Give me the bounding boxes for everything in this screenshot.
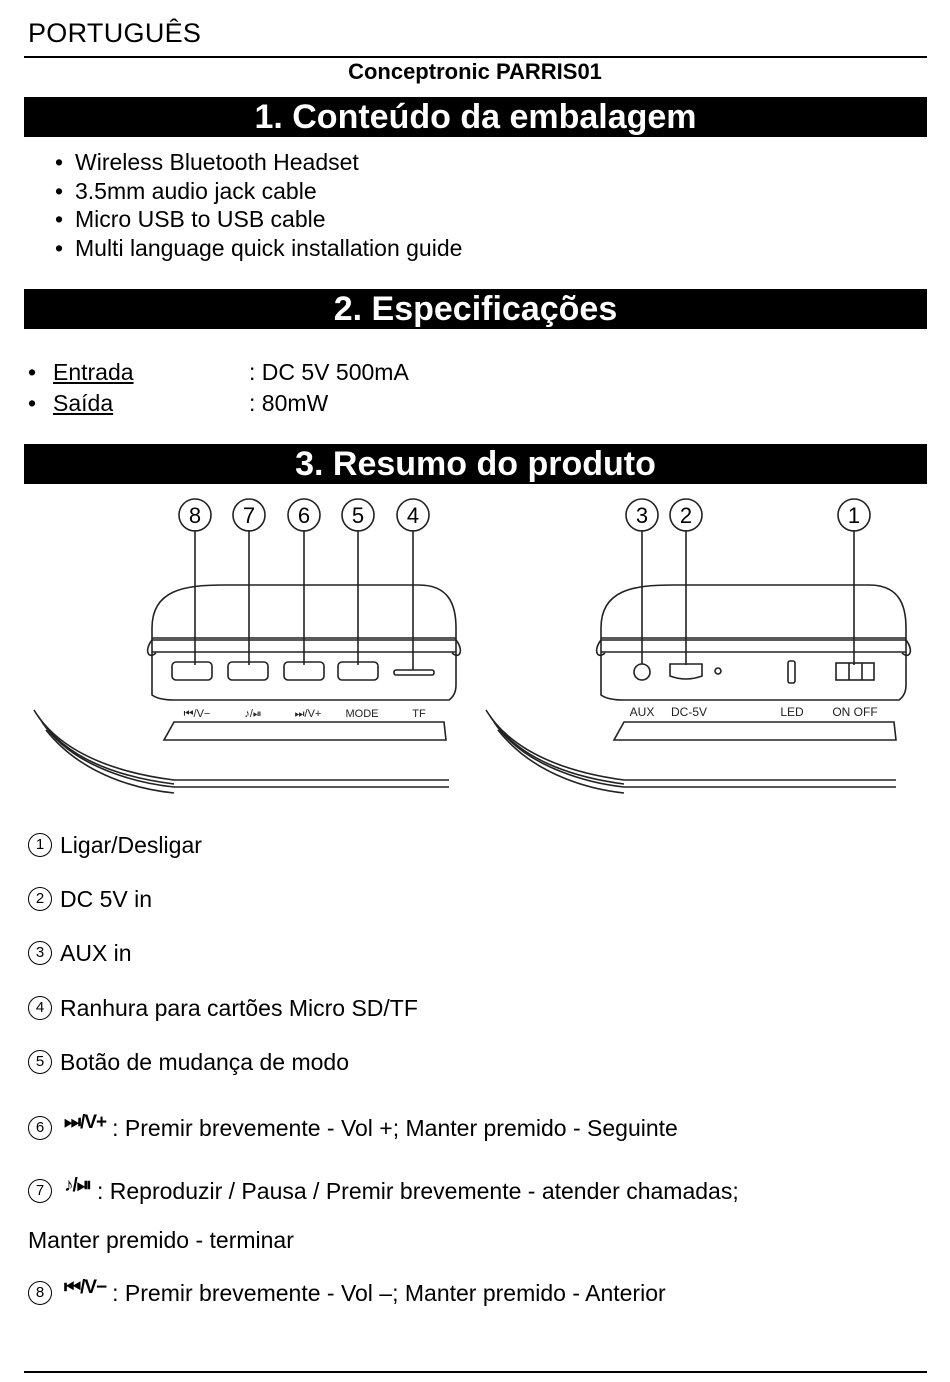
legend-item	[28, 886, 152, 913]
next-volume-up-icon: ⏭/V+	[64, 1112, 107, 1133]
legend-number: 8	[28, 1281, 52, 1305]
legend-number: 2	[28, 887, 52, 911]
footer-rule	[24, 1371, 927, 1373]
button-label-play: ♪/⏯	[244, 708, 262, 720]
callout-number: 1	[847, 503, 861, 528]
spec-row	[28, 357, 528, 388]
section-heading-contents: 1. Conteúdo da embalagem	[24, 97, 927, 137]
callout-number: 7	[242, 503, 256, 528]
legend-number: 1	[28, 833, 52, 857]
callout-number: 4	[406, 503, 420, 528]
spec-key: Saída	[53, 390, 114, 416]
legend-text: : Premir brevemente - Vol +; Manter premido - Seguinte	[112, 1115, 678, 1141]
slot-label-tf: TF	[412, 708, 426, 720]
switch-label-onoff: ON OFF	[832, 705, 878, 719]
legend-number: 4	[28, 996, 52, 1020]
legend-text: Ligar/Desligar	[60, 832, 202, 858]
section-heading-overview: 3. Resumo do produto	[24, 444, 927, 484]
legend-item-continuation: Manter premido - terminar	[28, 1227, 294, 1253]
legend-item	[28, 1049, 349, 1076]
port-label-dc: DC-5V	[670, 705, 708, 719]
legend-number: 7	[28, 1179, 52, 1203]
button-label-next: ⏭/V+	[294, 708, 322, 720]
previous-volume-down-icon: ⏮/V−	[64, 1277, 107, 1298]
callout-number: 3	[635, 503, 649, 528]
legend-item	[28, 1277, 666, 1307]
left-earcup-illustration	[34, 585, 460, 793]
contents-list	[55, 148, 462, 262]
legend-text: : Premir brevemente - Vol –; Manter premido - Anterior	[112, 1280, 666, 1306]
legend-text: DC 5V in	[60, 886, 153, 912]
section-heading-specs: 2. Especificações	[24, 289, 927, 329]
callout-number: 6	[297, 503, 311, 528]
list-item: • Micro USB to USB cable	[55, 205, 462, 234]
legend-text: : Reproduzir / Pausa / Premir brevemente - atender chamadas;	[96, 1178, 739, 1204]
legend-item	[28, 832, 202, 859]
legend-number: 5	[28, 1050, 52, 1074]
right-earcup-illustration	[486, 585, 910, 793]
bullet: •	[28, 359, 37, 385]
right-callout-leaders	[642, 530, 854, 665]
button-label-mode: MODE	[345, 708, 379, 720]
legend-item	[28, 1112, 678, 1142]
list-item: • 3.5mm audio jack cable	[55, 177, 462, 206]
callout-number: 2	[679, 503, 693, 528]
callout-number: 5	[351, 503, 365, 528]
left-callout-leaders	[195, 530, 413, 670]
legend-text: Ranhura para cartões Micro SD/TF	[60, 995, 418, 1021]
legend-text: AUX in	[60, 940, 132, 966]
port-label-aux: AUX	[629, 705, 655, 719]
legend-item	[28, 940, 132, 967]
indicator-label-led: LED	[780, 705, 804, 719]
legend-item	[28, 995, 418, 1022]
button-label-prev: ⏮/V−	[183, 708, 211, 720]
list-item: • Wireless Bluetooth Headset	[55, 148, 462, 177]
header-rule	[24, 56, 927, 58]
product-title: Conceptronic PARRIS01	[348, 59, 602, 84]
spec-value: : 80mW	[249, 390, 329, 416]
callout-number: 8	[188, 503, 202, 528]
legend-number: 3	[28, 941, 52, 965]
spec-value: : DC 5V 500mA	[249, 359, 409, 385]
legend-number: 6	[28, 1116, 52, 1140]
list-item: • Multi language quick installation guide	[55, 234, 462, 263]
spec-key: Entrada	[53, 359, 134, 385]
language-label: PORTUGUÊS	[28, 18, 202, 48]
call-play-pause-icon: ♪/⏯	[64, 1175, 91, 1196]
right-callouts	[626, 499, 870, 531]
legend-text: Botão de mudança de modo	[60, 1049, 349, 1075]
product-diagram	[24, 490, 924, 810]
bullet: •	[28, 390, 37, 416]
spec-row	[28, 388, 528, 419]
legend-item	[28, 1175, 739, 1205]
